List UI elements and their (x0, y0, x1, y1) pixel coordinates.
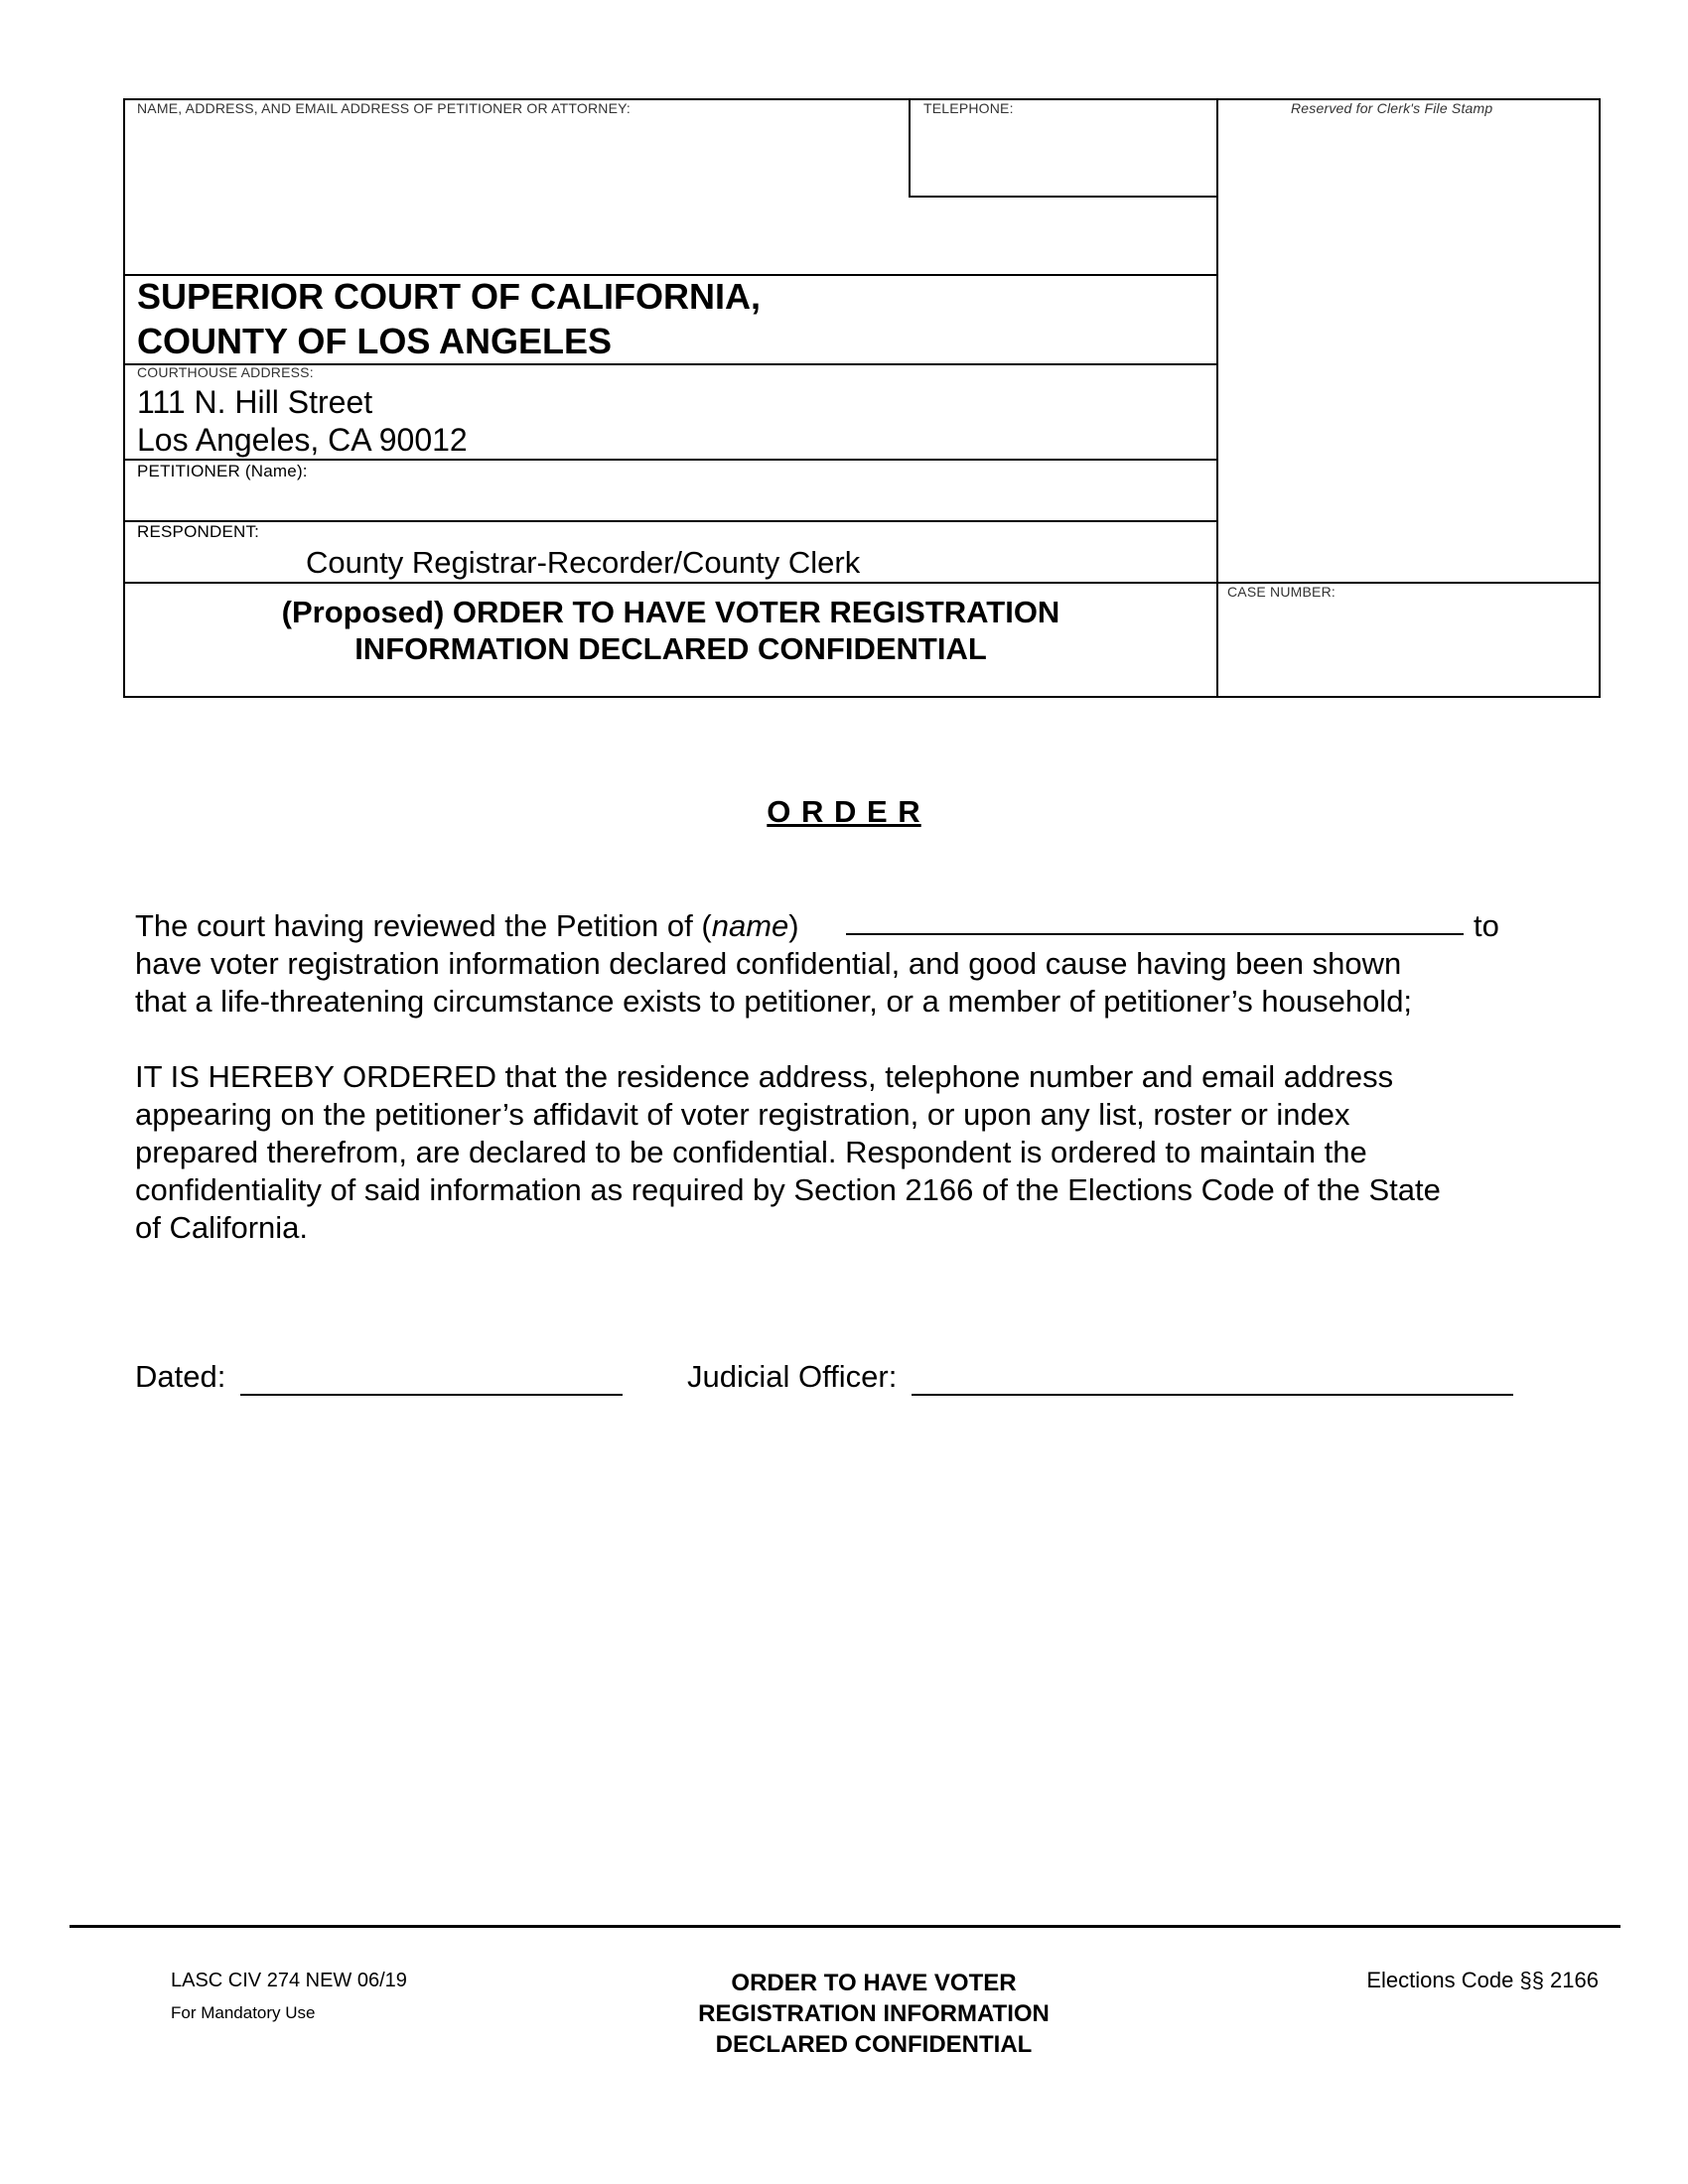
p1-post: ) (788, 908, 799, 943)
footer-title-line3: DECLARED CONFIDENTIAL (715, 2031, 1033, 2058)
courthouse-line1: 111 N. Hill Street (137, 384, 373, 420)
footer-title (576, 1968, 1172, 2060)
telephone-box-bottom (909, 196, 1218, 198)
attorney-label: NAME, ADDRESS, AND EMAIL ADDRESS OF PETITIONER OR ATTORNEY: (137, 100, 631, 116)
paragraph-1-line2: have voter registration information declared confidential, and good cause having been shown (135, 946, 1402, 981)
judicial-officer-blank[interactable] (912, 1394, 1513, 1396)
caption-right-border (1599, 98, 1601, 698)
telephone-box-left (909, 98, 911, 198)
court-name-line2: COUNTY OF LOS ANGELES (137, 321, 613, 361)
form-title-line2: INFORMATION DECLARED CONFIDENTIAL (354, 631, 987, 666)
p1-pre: The court having reviewed the Petition of ( (135, 908, 712, 943)
petitioner-label: PETITIONER (Name): (137, 462, 308, 480)
telephone-label: TELEPHONE: (923, 100, 1014, 116)
case-number-label: CASE NUMBER: (1227, 584, 1336, 600)
petitioner-name-blank[interactable] (846, 933, 1464, 935)
judicial-officer-label: Judicial Officer: (687, 1359, 898, 1394)
elections-code-ref: Elections Code §§ 2166 (1366, 1968, 1599, 1992)
dated-blank[interactable] (240, 1394, 623, 1396)
respondent-value: County Registrar-Recorder/County Clerk (306, 545, 861, 580)
rule-title (123, 582, 1601, 584)
footer-title-line2: REGISTRATION INFORMATION (698, 2000, 1050, 2027)
p1-to: to (1474, 908, 1499, 943)
courthouse-label: COURTHOUSE ADDRESS: (137, 364, 314, 380)
paragraph-2-line1: IT IS HEREBY ORDERED that the residence address, telephone number and email address (135, 1059, 1394, 1094)
rule-respondent (123, 520, 1218, 522)
dated-label: Dated: (135, 1359, 226, 1394)
paragraph-2-line5: of California. (135, 1210, 309, 1245)
p1-name-italic: name (711, 908, 789, 943)
footer-rule (70, 1925, 1620, 1928)
courthouse-line2: Los Angeles, CA 90012 (137, 422, 468, 458)
rule-petitioner (123, 459, 1218, 461)
court-name-line1: SUPERIOR COURT OF CALIFORNIA, (137, 276, 761, 317)
paragraph-2-line4: confidentiality of said information as required by Section 2166 of the Elections Code of the State (135, 1172, 1441, 1207)
form-id: LASC CIV 274 NEW 06/19 (171, 1970, 407, 1991)
paragraph-2-line3: prepared therefrom, are declared to be confidential. Respondent is ordered to maintain the (135, 1135, 1367, 1169)
caption-bottom-border (123, 696, 1601, 698)
respondent-label: RESPONDENT: (137, 522, 260, 541)
paragraph-1-line1 (135, 907, 1605, 945)
footer-title-line1: ORDER TO HAVE VOTER (731, 1970, 1017, 1996)
form-title-line1: (Proposed) ORDER TO HAVE VOTER REGISTRATION (281, 595, 1060, 629)
paragraph-2-line2: appearing on the petitioner’s affidavit of voter registration, or upon any list, roster or index (135, 1097, 1350, 1132)
paragraph-1-line3: that a life-threatening circumstance exists to petitioner, or a member of petitioner’s household; (135, 984, 1413, 1019)
order-heading: O R D E R (767, 794, 921, 829)
clerk-stamp-label: Reserved for Clerk's File Stamp (1291, 100, 1493, 116)
mandatory-use: For Mandatory Use (171, 2003, 316, 2022)
